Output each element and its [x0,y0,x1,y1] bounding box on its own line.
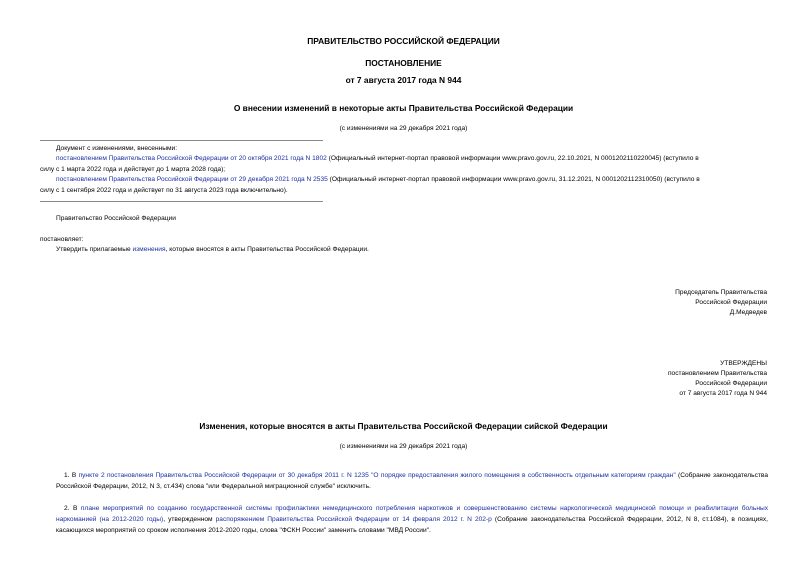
amendment-2-details: (Официальный интернет-портал правовой информации www.pravo.gov.ru, 31.12.2021, N 0001202112310050) (вступило в [327,176,700,183]
government-line: Правительство Российской Федерации [56,215,176,222]
amendment-2-line2: силу с 1 сентября 2022 года и действует по 31 августа 2023 года включительно). [40,187,288,194]
paragraph-1-number: 1. В [64,472,79,479]
amendment-item-1 [56,155,699,162]
changes-amended-note: (с изменениями на 29 декабря 2021 года) [339,443,468,450]
approve-text-before: Утвердить прилагаемые [56,246,133,253]
government-heading: ПРАВИТЕЛЬСТВО РОССИЙСКОЙ ФЕДЕРАЦИИ [307,36,500,46]
approved-date: от 7 августа 2017 года N 944 [679,390,767,397]
signature-country: Российской Федерации [695,299,767,306]
amended-note: (с изменениями на 29 декабря 2021 года) [339,125,468,132]
paragraph-1-text: (Собрание законодательства Российской Федерации, 2012, N 3, ст.434) слова "или Федеральной миграционной службе" исключить. [56,472,768,490]
paragraph-2-link-plan[interactable]: плане мероприятий по созданию государственной системы профилактики немедицинского потребления наркотиков и совершенствованию системы наркологической медицинской помощи и реабилитации больных наркоманией (на 2012-2020 годы) [56,505,769,523]
paragraph-2-link-order[interactable]: распоряжением Правительства Российской Федерации от 14 февраля 2012 г. N 202-р [215,516,492,523]
approved-by: постановлением Правительства [667,370,767,377]
paragraph-2-text: (Собрание законодательства Российской Федерации, 2012, N 8, ст.1084), в позициях, касающихся мероприятий со сроком исполнения 2012-2020 годы, слова "ФСКН России" заменить словами "МВД России". [56,516,769,534]
amendment-link-2[interactable]: постановлением Правительства Российской Федерации от 29 декабря 2021 года N 2535 [56,176,328,183]
approve-text-after: , которые вносятся в акты Правительства Российской Федерации. [165,246,369,253]
approved-heading: УТВЕРЖДЕНЫ [720,360,767,367]
paragraph-2-number: 2. В [64,505,81,512]
changes-title: Изменения, которые вносятся в акты Правительства Российской Федерации сийской Федерации [199,421,608,431]
signature-position: Председатель Правительства [675,289,767,296]
document-title: О внесении изменений в некоторые акты Правительства Российской Федерации [233,103,574,113]
bottom-divider [40,201,323,202]
approve-sentence [56,246,369,253]
document-date-number: от 7 августа 2017 года N 944 [345,75,462,85]
amendment-link-1[interactable]: постановлением Правительства Российской Федерации от 20 октября 2021 года N 1802 [56,155,327,162]
amendment-1-details: (Официальный интернет-портал правовой информации www.pravo.gov.ru, 22.10.2021, N 0001202110220045) (вступило в [326,155,699,162]
document-type: ПОСТАНОВЛЕНИЕ [365,58,442,68]
amendment-1-line2: силу с 1 марта 2022 года и действует до 1 марта 2028 года); [40,166,226,173]
amendments-intro: Документ с изменениями, внесенными: [56,145,178,152]
approved-country: Российской Федерации [695,380,767,387]
paragraph-2-mid: , утвержденном [163,516,216,523]
paragraph-1-link[interactable]: пункте 2 постановления Правительства Российской Федерации от 30 декабря 2011 г. N 1235 "О порядке предоставления жилого помещения в собственность отдельным категориям граждан" [78,472,676,479]
decrees-word: постановляет: [40,236,84,243]
change-paragraph-2 [56,503,768,536]
top-divider [40,140,323,141]
changes-link[interactable]: изменения [132,246,166,253]
signature-name: Д.Медведев [729,309,767,316]
amendment-item-2 [56,176,700,183]
change-paragraph-1 [56,470,768,492]
